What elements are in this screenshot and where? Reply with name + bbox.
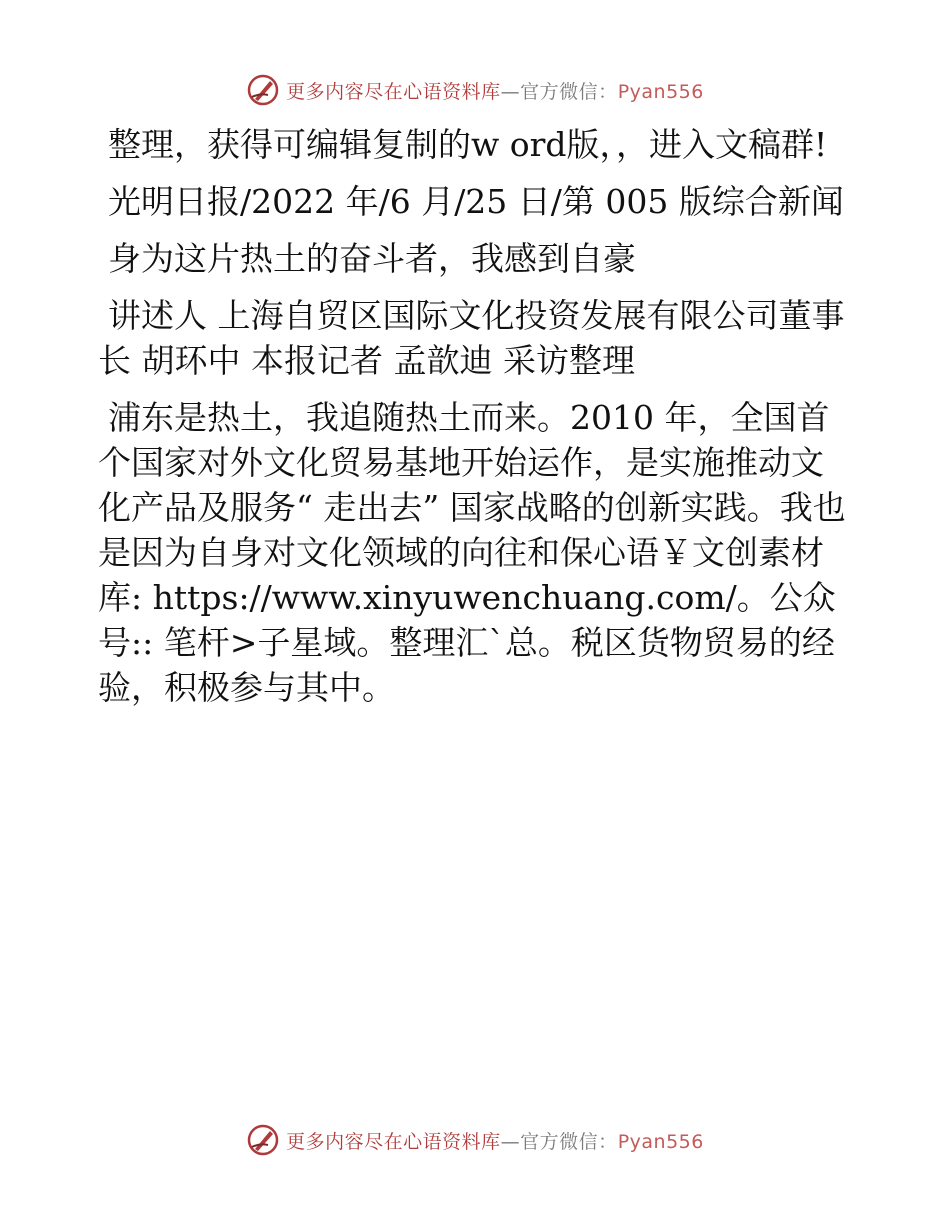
banner-text	[286, 1127, 704, 1154]
paragraph-byline: 讲述人 上海自贸区国际文化投资发展有限公司董事长 胡环中 本报记者 孟歆迪 采访整理	[98, 296, 845, 380]
banner-text	[286, 77, 704, 104]
banner-separator: —	[500, 1130, 521, 1153]
banner-wechat-id: Pyan556	[617, 1130, 704, 1153]
header-banner	[0, 70, 950, 110]
banner-separator: —	[500, 80, 521, 103]
paragraph-main: 浦东是热土，我追随热土而来。2010 年，全国首个国家对外文化贸易基地开始运作，是实施推动文化产品及服务“ 走出去” 国家战略的创新实践。我也是因为自身对文化领域的向往和保心语￥文创素材库: https://www.xinyuwenchuang.com/。公众号:: 笔杆>子星域。整理汇`总。税区货物贸易的经验，积极参与其中。	[98, 398, 846, 707]
banner-wechat-label: 官方微信：	[520, 1130, 618, 1153]
banner-wechat-label: 官方微信：	[520, 80, 618, 103]
banner-wechat-id: Pyan556	[617, 80, 704, 103]
article-title: 身为这片热土的奋斗者，我感到自豪	[108, 239, 636, 278]
document-body	[98, 122, 850, 722]
paragraph-source: 光明日报/2022 年/6 月/25 日/第 005 版综合新闻	[108, 182, 844, 221]
banner-title: 更多内容尽在心语资料库	[286, 80, 501, 103]
feather-pen-icon	[246, 1123, 280, 1157]
paragraph-intro: 整理，获得可编辑复制的w ord版，，进入文稿群!	[108, 125, 828, 164]
footer-banner	[0, 1120, 950, 1160]
feather-pen-icon	[246, 73, 280, 107]
banner-title: 更多内容尽在心语资料库	[286, 1130, 501, 1153]
